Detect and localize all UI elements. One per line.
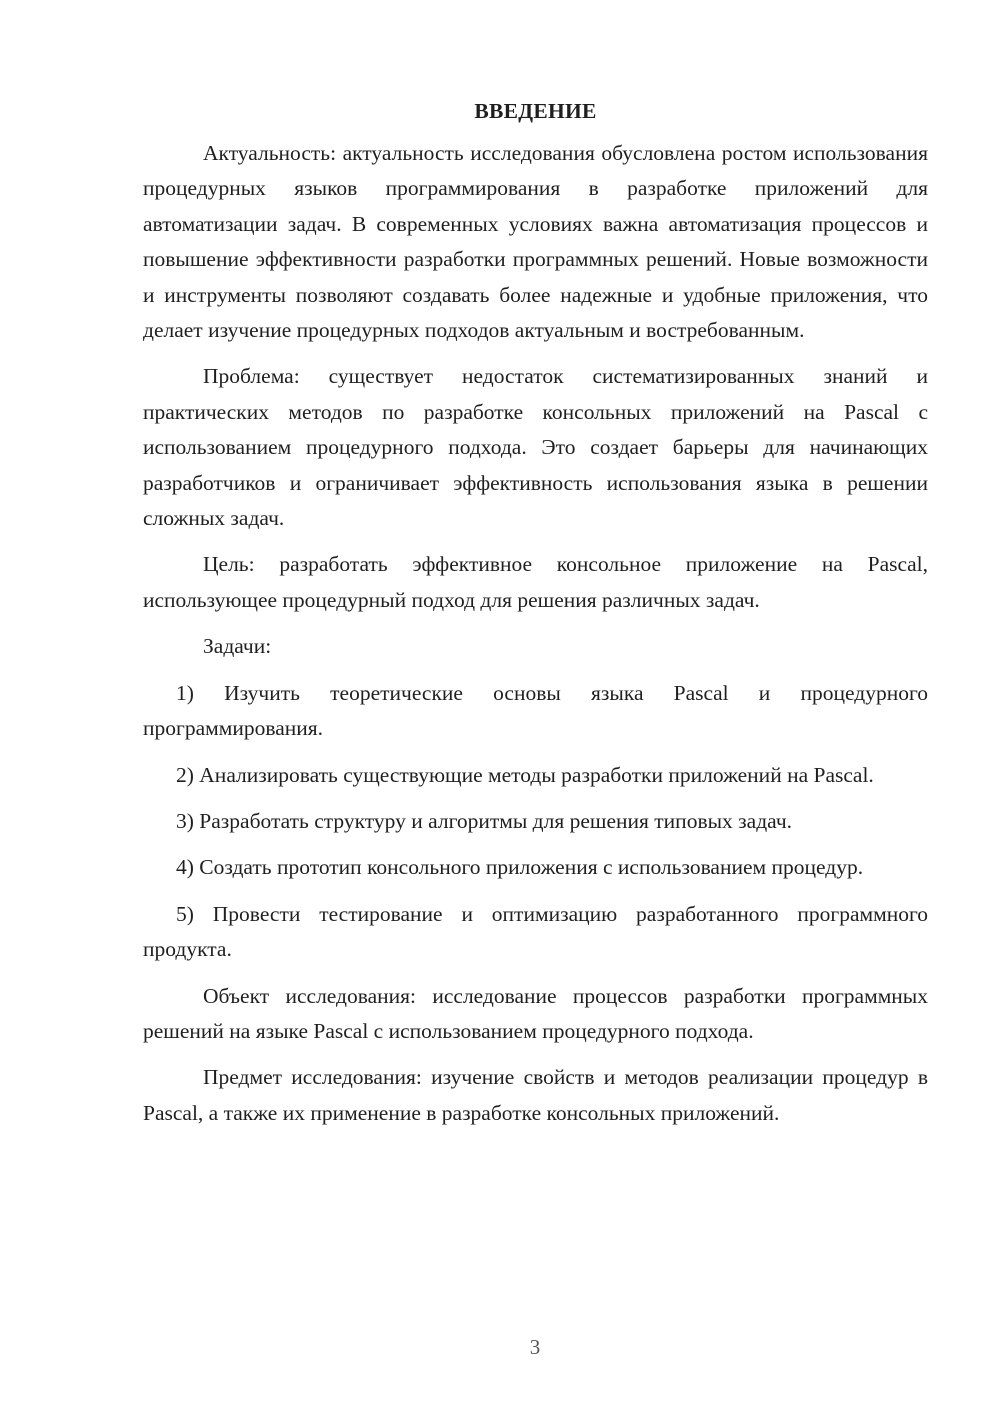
section-title: ВВЕДЕНИЕ [474,99,597,123]
page-number: 3 [529,1335,541,1359]
relevance-paragraph: Актуальность: актуальность исследования обусловлена ростом использования процедурных языков программирования в разработке приложений для автоматизации задач. В современных условиях важна автоматизация процессов и повышение эффективности разработки программных решений. Новые возможности и инструменты позволяют создавать более надежные и удобные приложения, что делает изучение процедурных подходов актуальным и востребованным. [143,141,928,343]
task-item: 4) Создать прототип консольного приложения с использованием процедур. [176,855,864,880]
tasks-heading: Задачи: [203,634,272,659]
research-subject-paragraph: Предмет исследования: изучение свойств и методов реализации процедур в Pascal, а также их применение в разработке консольных приложений. [143,1065,928,1125]
task-item: 3) Разработать структуру и алгоритмы для решения типовых задач. [176,808,793,833]
problem-paragraph: Проблема: существует недостаток систематизированных знаний и практических методов по разработке консольных приложений на Pascal с использованием процедурного подхода. Это создает барьеры для начинающих разработчиков и ограничивает эффективность использования языка в решении сложных задач. [143,364,928,531]
task-item: 5) Провести тестирование и оптимизацию разработанного программного продукта. [143,901,928,962]
goal-paragraph: Цель: разработать эффективное консольное приложение на Pascal, использующее процедурный подход для решения различных задач. [143,552,928,612]
research-object-paragraph: Объект исследования: исследование процессов разработки программных решений на языке Pascal с использованием процедурного подхода. [143,983,928,1043]
page-content [143,96,928,1142]
task-item: 2) Анализировать существующие методы разработки приложений на Pascal. [176,762,874,787]
task-item: 1) Изучить теоретические основы языка Pascal и процедурного программирования. [143,680,928,741]
